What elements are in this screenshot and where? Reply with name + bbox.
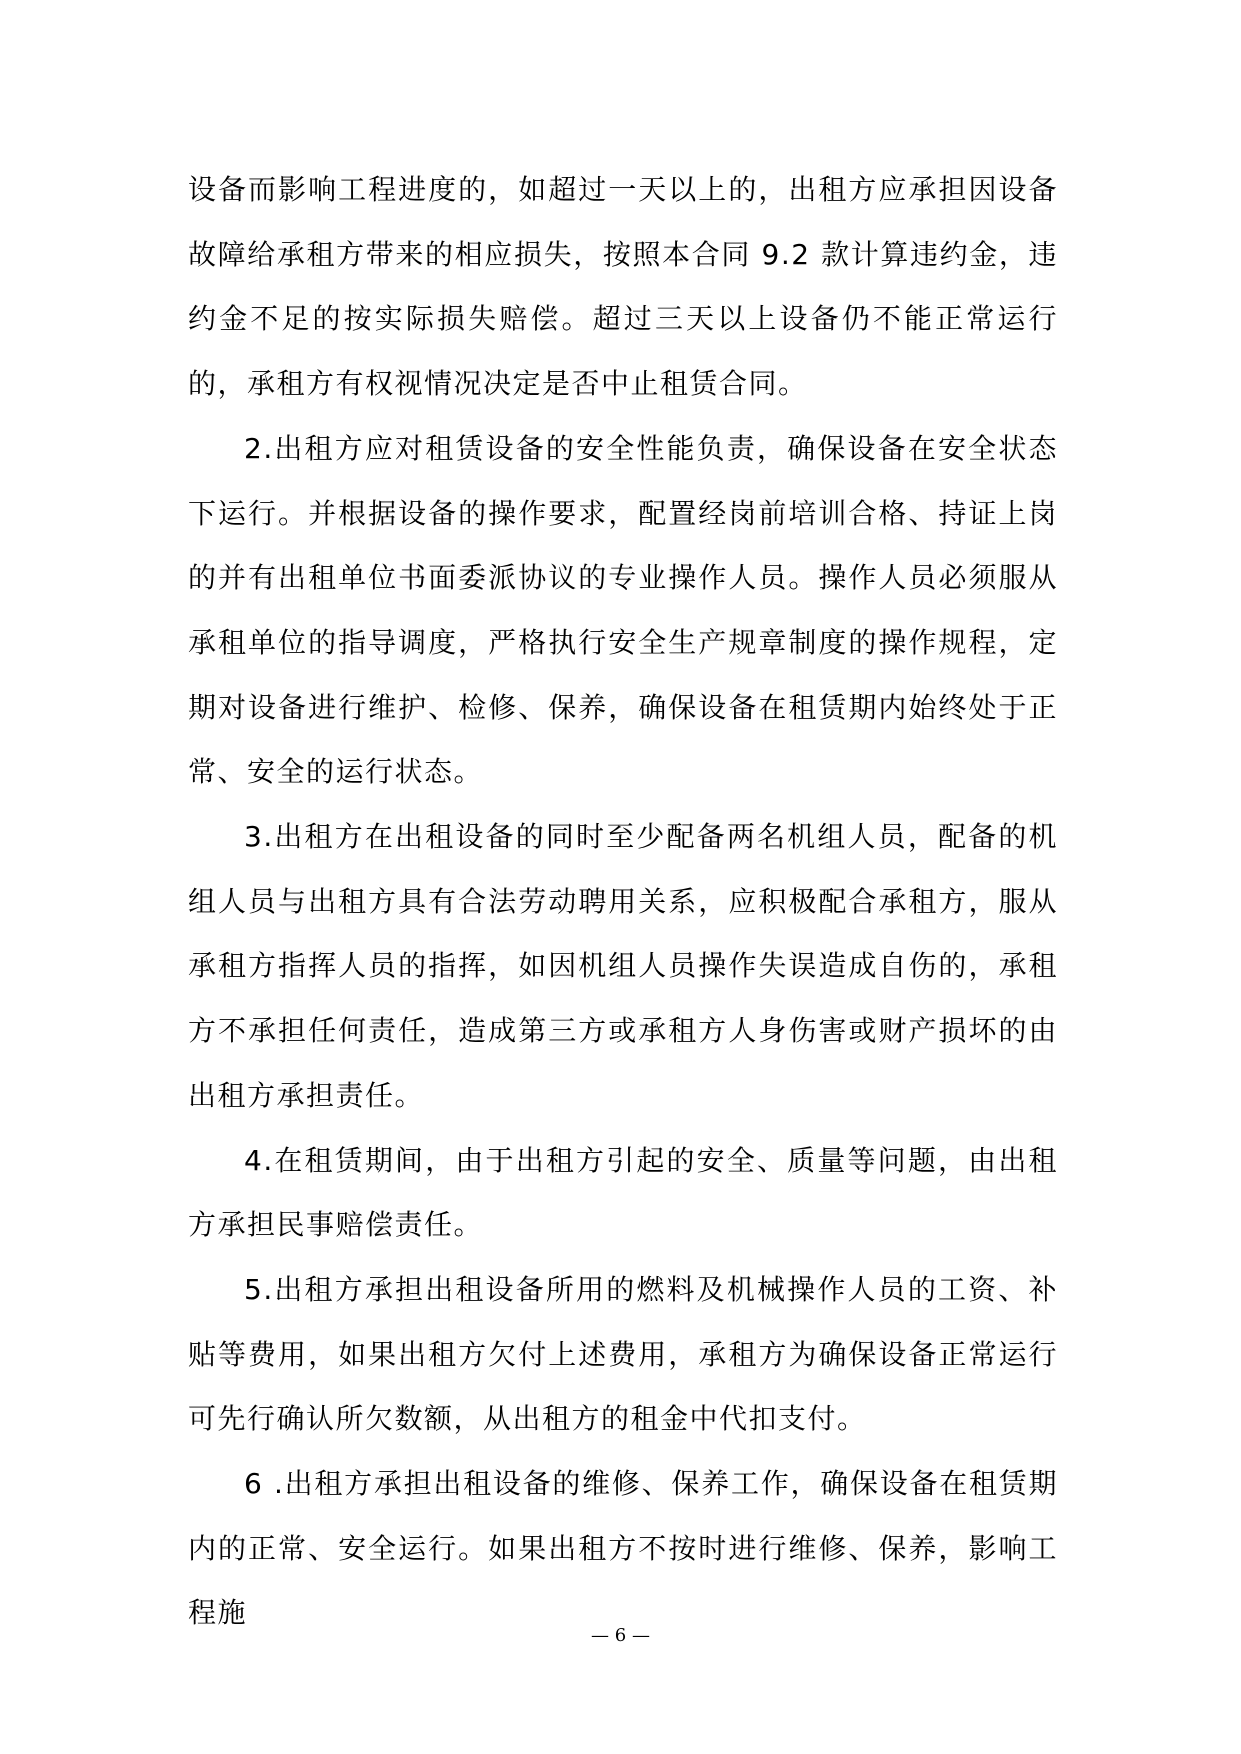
paragraph-clause-3: 3.出租方在出租设备的同时至少配备两名机组人员，配备的机组人员与出租方具有合法劳动聘用关系，应积极配合承租方，服从承租方指挥人员的指挥，如因机组人员操作失误造成自伤的，承租方不承担任何责任，造成第三方或承租方人身伤害或财产损坏的由出租方承担责任。: [188, 820, 1058, 1112]
page-number: — 6 —: [591, 1625, 650, 1646]
paragraph-clause-6: 6 .出租方承担出租设备的维修、保养工作，确保设备在租赁期内的正常、安全运行。如果出租方不按时进行维修、保养，影响工程施: [188, 1467, 1058, 1630]
document-body: [188, 158, 1058, 1646]
paragraph-continuation: 设备而影响工程进度的，如超过一天以上的，出租方应承担因设备故障给承租方带来的相应损失，按照本合同 9.2 款计算违约金，违约金不足的按实际损失赔偿。超过三天以上设备仍不能正常运行的，承租方有权视情况决定是否中止租赁合同。: [188, 173, 1058, 401]
paragraph-clause-4: 4.在租赁期间，由于出租方引起的安全、质量等问题，由出租方承担民事赔偿责任。: [188, 1143, 1058, 1242]
paragraph-clause-2: 2.出租方应对租赁设备的安全性能负责，确保设备在安全状态下运行。并根据设备的操作要求，配置经岗前培训合格、持证上岗的并有出租单位书面委派协议的专业操作人员。操作人员必须服从承租单位的指导调度，严格执行安全生产规章制度的操作规程，定期对设备进行维护、检修、保养，确保设备在租赁期内始终处于正常、安全的运行状态。: [188, 431, 1058, 789]
paragraph-clause-5: 5.出租方承担出租设备所用的燃料及机械操作人员的工资、补贴等费用，如果出租方欠付上述费用，承租方为确保设备正常运行可先行确认所欠数额，从出租方的租金中代扣支付。: [188, 1272, 1058, 1436]
